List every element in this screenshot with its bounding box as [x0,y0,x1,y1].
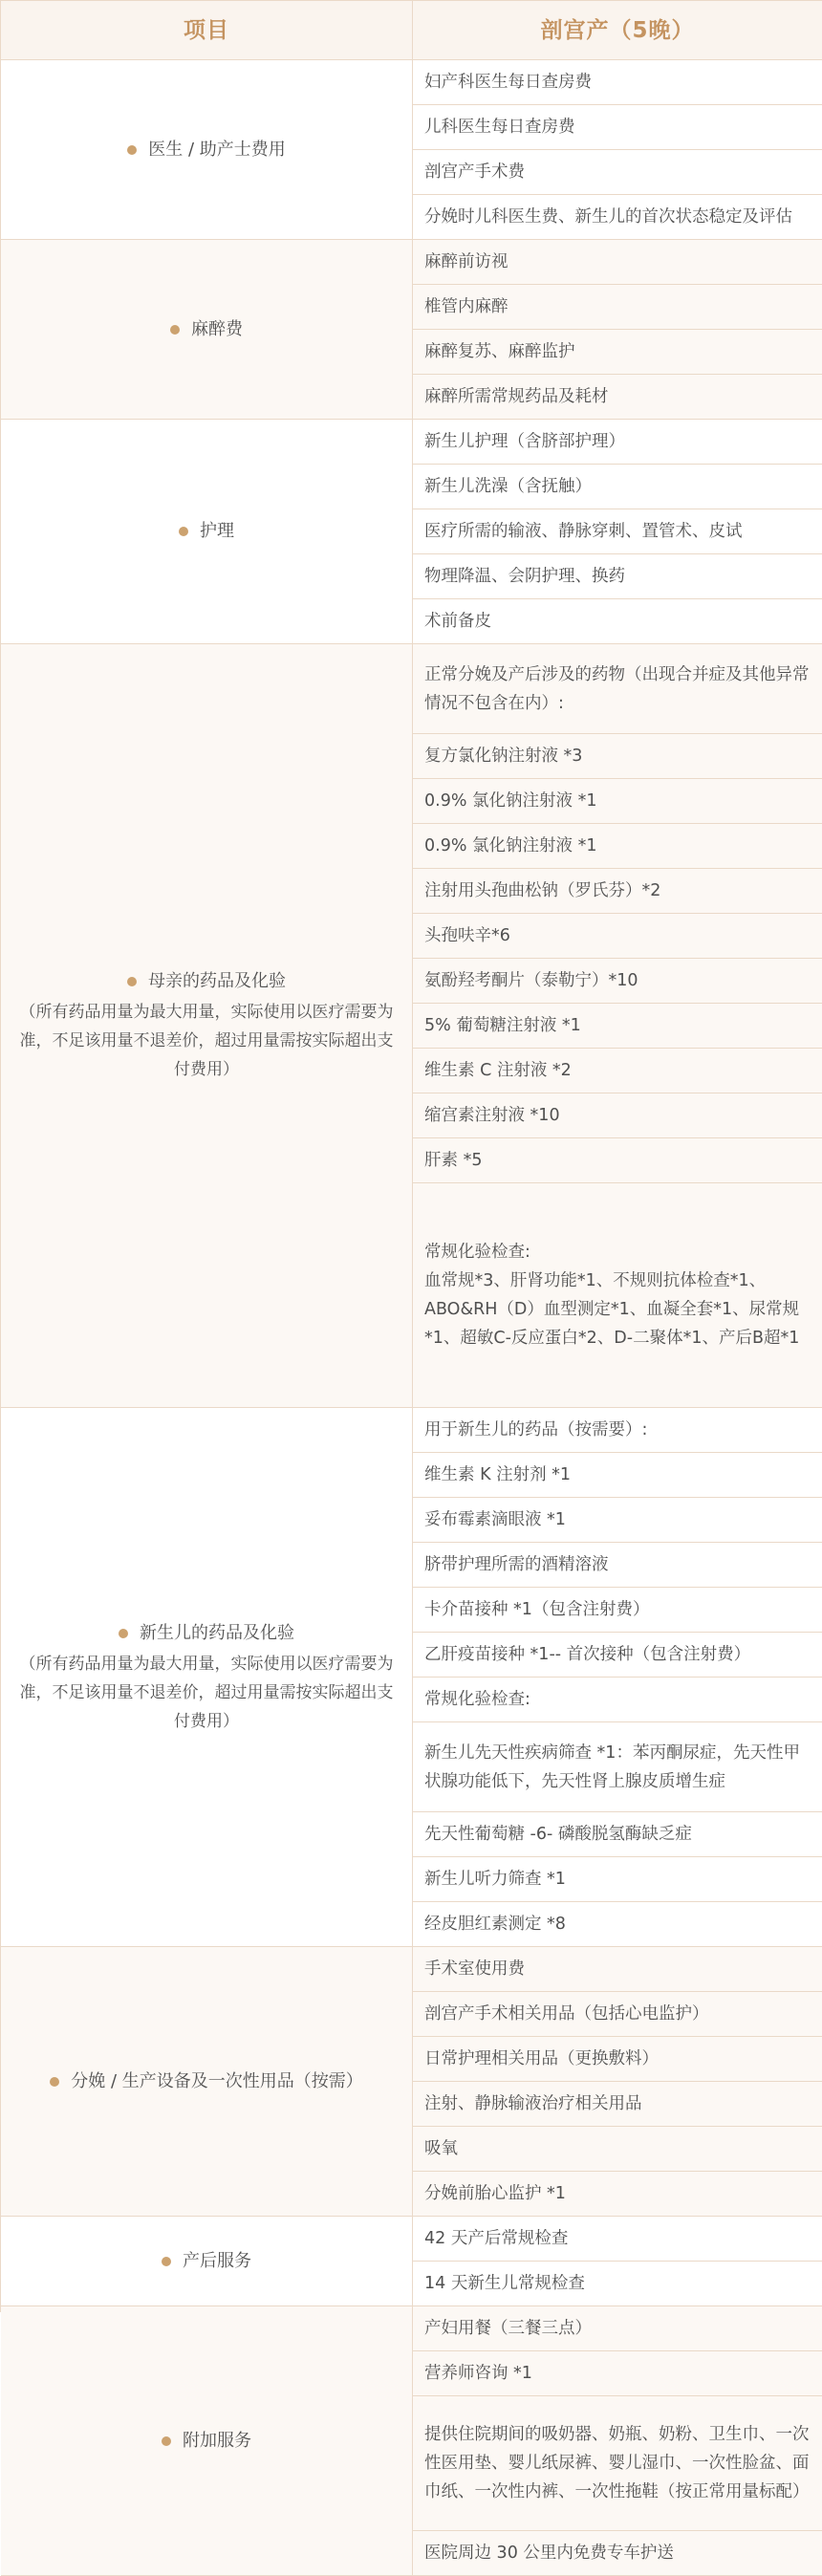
item-text: 麻醉前访视 [424,252,508,271]
item-row [413,2396,822,2531]
item-row [413,1812,822,1857]
item-text: 妇产科医生每日查房费 [424,73,592,92]
category-label [14,1619,399,1736]
item-row [413,375,822,420]
category-title [119,1619,294,1648]
item-text: 营养师咨询 *1 [424,2364,532,2383]
item-text: 分娩时儿科医生费、新生儿的首次状态稳定及评估 [424,207,792,227]
category-label [14,2067,399,2096]
category-title-text: 分娩 / 生产设备及一次性用品（按需） [71,2070,363,2091]
bullet-icon [127,977,137,986]
item-row [413,2351,822,2396]
item-row [413,1049,822,1093]
item-text: 麻醉复苏、麻醉监护 [424,342,575,361]
item-row [413,1992,822,2037]
category-note: （所有药品用量为最大用量，实际使用以医疗需要为准，不足该用量不退差价，超过用量需按实际超出支付费用） [19,1003,394,1079]
category-mother-meds [1,644,413,1408]
item-row [413,509,822,554]
item-text: 乙肝疫苗接种 *1-- 首次接种（包含注射费） [424,1645,751,1664]
item-text: 肝素 *5 [424,1151,483,1170]
category-title-text: 医生 / 助产士费用 [148,139,286,160]
category-title-text: 护理 [200,521,234,541]
item-text: 新生儿护理（含脐部护理） [424,432,625,451]
item-row [413,60,822,105]
item-row [413,1588,822,1633]
header-item: 项目 [1,1,413,60]
item-text: 常规化验检查: 血常规*3、肝肾功能*1、不规则抗体检查*1、ABO&RH（D）血型测定*1、血凝全套*1、尿常规*1、超敏C-反应蛋白*2、D-二聚体*1、产后B超*1 [424,1243,800,1348]
item-row [413,1408,822,1453]
item-text: 缩宫素注射液 *10 [424,1106,560,1125]
item-row [413,330,822,375]
item-row [413,1138,822,1183]
item-text: 新生儿先天性疾病筛查 *1：苯丙酮尿症，先天性甲状腺功能低下，先天性肾上腺皮质增生症 [424,1743,800,1791]
item-row [413,1183,822,1408]
category-title-text: 产后服务 [183,2250,251,2271]
item-row [413,2217,822,2262]
item-text: 医院周边 30 公里内免费专车护送 [424,2544,674,2563]
item-row [413,1543,822,1588]
category-title-text: 母亲的药品及化验 [148,971,286,991]
category-postpartum [1,2217,413,2306]
item-row [413,2037,822,2082]
item-row [413,1004,822,1049]
item-text: 42 天产后常规检查 [424,2229,569,2248]
item-text: 0.9% 氯化钠注射液 *1 [424,836,597,855]
item-text: 椎管内麻醉 [424,297,508,316]
item-row [413,150,822,195]
item-text: 新生儿听力筛查 *1 [424,1870,566,1889]
category-title-text: 附加服务 [183,2430,251,2451]
item-row [413,1678,822,1722]
item-text: 5% 葡萄糖注射液 *1 [424,1016,581,1035]
header-package: 剖宫产（5晚） [413,1,822,60]
item-text: 物理降温、会阴护理、换药 [424,567,625,586]
item-row [413,420,822,465]
category-label [14,315,399,344]
bullet-icon [162,2257,171,2266]
item-row [413,1857,822,1902]
item-text: 注射用头孢曲松钠（罗氏芬）*2 [424,881,661,900]
category-label [14,517,399,546]
item-row [413,1453,822,1498]
item-row [413,734,822,779]
bullet-icon [119,1629,128,1638]
category-anesthesia [1,240,413,420]
item-row [413,195,822,240]
item-text: 剖宫产手术相关用品（包括心电监护） [424,2004,709,2024]
item-text: 麻醉所需常规药品及耗材 [424,387,609,406]
item-row [413,914,822,959]
category-title [127,136,286,164]
category-extra [1,2306,413,2576]
item-text: 0.9% 氯化钠注射液 *1 [424,791,597,811]
item-row [413,240,822,285]
item-text: 维生素 C 注射液 *2 [424,1061,572,1080]
category-label [14,967,399,1084]
item-row [413,2127,822,2172]
item-row [413,2082,822,2127]
item-text: 妥布霉素滴眼液 *1 [424,1510,566,1529]
category-equipment [1,1947,413,2217]
item-row [413,1498,822,1543]
item-text: 吸氧 [424,2139,458,2158]
item-text: 新生儿洗澡（含抚触） [424,477,592,496]
category-nursing [1,420,413,644]
item-text: 用于新生儿的药品（按需要）: [424,1420,648,1440]
category-title [50,2067,363,2096]
item-row [413,2262,822,2306]
bullet-icon [179,527,188,536]
item-text: 维生素 K 注射剂 *1 [424,1465,572,1484]
item-row [413,2172,822,2217]
item-text: 正常分娩及产后涉及的药物（出现合并症及其他异常情况不包含在内）: [424,664,810,713]
item-text: 头孢呋辛*6 [424,926,510,945]
category-title [127,967,286,996]
category-doctor [1,60,413,240]
item-text: 常规化验检查: [424,1690,530,1709]
item-row [413,285,822,330]
item-row [413,1093,822,1138]
bullet-icon [170,325,180,335]
item-row [413,2531,822,2576]
item-row [413,599,822,644]
item-row [413,465,822,509]
bullet-icon [50,2077,59,2087]
item-text: 氨酚羟考酮片（泰勒宁）*10 [424,971,638,990]
category-title-text: 新生儿的药品及化验 [140,1622,294,1643]
item-row [413,824,822,869]
category-newborn-meds [1,1408,413,1947]
item-text: 先天性葡萄糖 -6- 磷酸脱氢酶缺乏症 [424,1825,692,1844]
category-label [14,136,399,164]
item-text: 经皮胆红素测定 *8 [424,1915,566,1934]
item-text: 注射、静脉输液治疗相关用品 [424,2094,642,2113]
item-text: 分娩前胎心监护 *1 [424,2184,566,2203]
item-text: 术前备皮 [424,612,491,631]
bullet-icon [162,2436,171,2446]
item-text: 复方氯化钠注射液 *3 [424,747,583,766]
item-text: 产妇用餐（三餐三点） [424,2319,592,2338]
category-title-text: 麻醉费 [191,318,243,339]
item-text: 手术室使用费 [424,1959,525,1979]
category-note: （所有药品用量为最大用量，实际使用以医疗需要为准，不足该用量不退差价，超过用量需按实际超出支付费用） [19,1654,394,1731]
category-title [179,517,234,546]
item-text: 14 天新生儿常规检查 [424,2274,585,2293]
item-text: 儿科医生每日查房费 [424,118,575,137]
item-row [413,1633,822,1678]
item-row [413,554,822,599]
category-label [14,2247,399,2276]
item-row [413,1722,822,1812]
item-text: 脐带护理所需的酒精溶液 [424,1555,609,1574]
item-row [413,779,822,824]
item-text: 日常护理相关用品（更换敷料） [424,2049,659,2068]
item-text: 卡介苗接种 *1（包含注射费） [424,1600,650,1619]
item-row [413,959,822,1004]
item-row [413,869,822,914]
item-row [413,1902,822,1947]
bullet-icon [127,145,137,155]
item-row [413,2306,822,2351]
item-text: 提供住院期间的吸奶器、奶瓶、奶粉、卫生巾、一次性医用垫、婴儿纸尿裤、婴儿湿巾、一次性脸盆、面巾纸、一次性内裤、一次性拖鞋（按正常用量标配） [424,2425,810,2501]
category-label [14,2427,399,2456]
item-text: 剖宫产手术费 [424,162,525,182]
item-row [413,105,822,150]
category-title [162,2427,251,2456]
item-text: 医疗所需的输液、静脉穿刺、置管术、皮试 [424,522,743,541]
item-row [413,1947,822,1992]
category-title [170,315,243,344]
category-title [162,2247,251,2276]
item-row [413,644,822,734]
